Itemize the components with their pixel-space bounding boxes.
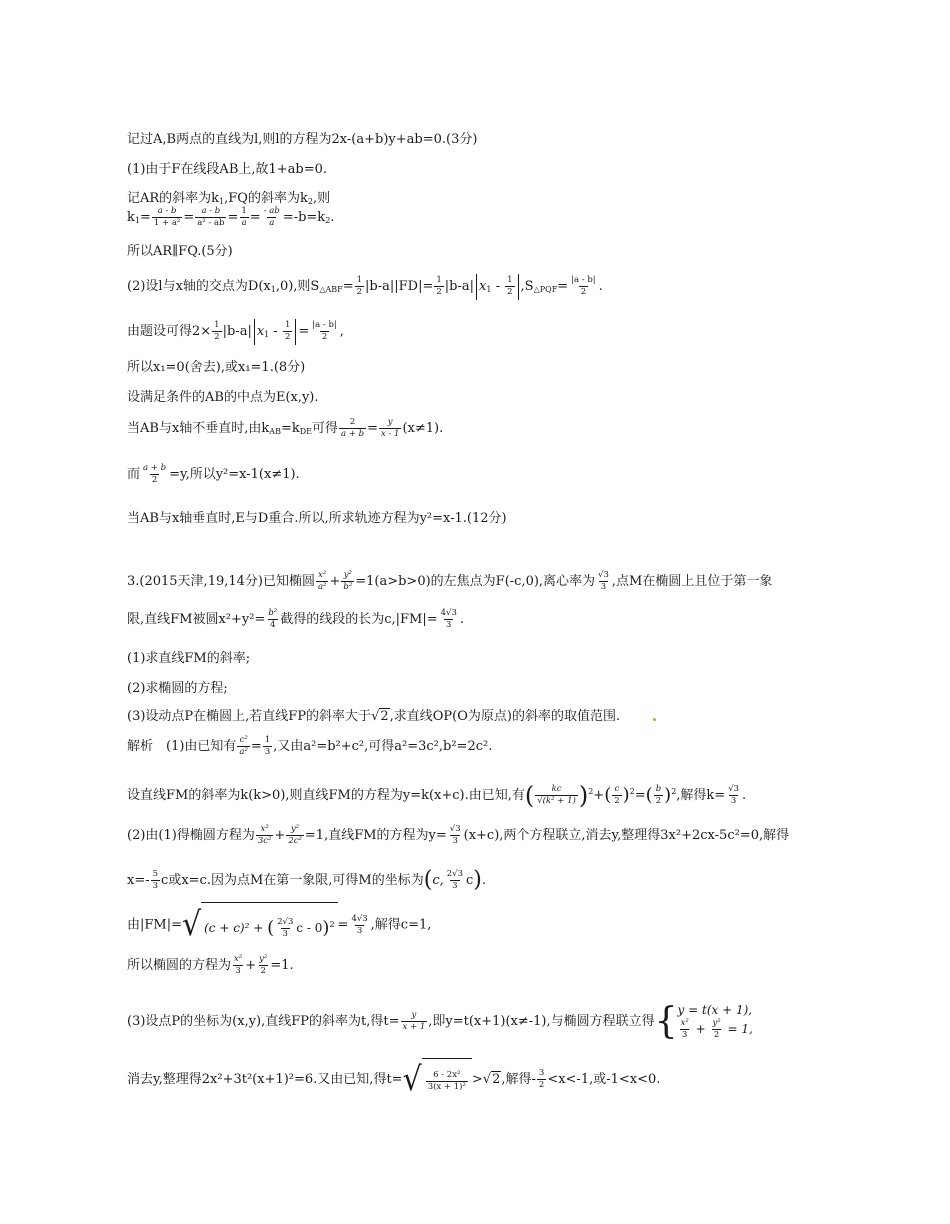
problem-statement-line — [127, 605, 880, 635]
fraction: $\frac{\text{x²}}{3}$ — [234, 954, 243, 976]
line-text: - — [491, 279, 505, 294]
solution-line: x=- $\frac{5}{3}$ c或x=c.因为点M在第一象限,可得M的坐标为(c, $\frac{2√3}{3}$ c). — [127, 867, 486, 893]
line-text: =-b=k — [282, 210, 326, 225]
fraction: $\frac{1}{2}$ — [436, 275, 442, 297]
fraction: $\frac{\text{b²}}{4}$ — [268, 608, 278, 630]
fraction: $\frac{a - b}{\text{a² - ab}}$ — [197, 206, 225, 228]
sqrt: √2 — [482, 1072, 501, 1087]
line-text: 当AB与x轴不垂直时,由k — [127, 421, 270, 436]
fraction: $\frac{1}{2}$ — [356, 275, 363, 297]
fraction: $\frac{\text{y²}}{\text{2c²}}$ — [288, 824, 302, 846]
text-line — [127, 243, 880, 261]
formula-line: (2)设l与x轴的交点为$D(x_1,0)$,则$S_{\triangle ABF}=$ $\frac{1}{2}$ |b-a||FD|= $\frac{1}{2}$ |b-a| $x_1$ - $\frac{1}{2}$ $,S_{\triangle PQF}=$ $\frac{|a - b|}{2}$ . — [127, 272, 880, 305]
subscript: △PQF — [533, 285, 558, 294]
solution-line: (2)由(1)得椭圆方程为 $\frac{\text{x²}}{\text{3c²}}$ + $\frac{\text{y²}}{\text{2c²}}$ =1,直线FM的方程为y= $\frac{√3}{3}$ (x+c),两个方程联立,消去y,整理得3x²+2cx-5c²=0,解得 — [127, 824, 790, 846]
fraction: $\frac{\text{x²}}{\text{a²}}$ — [317, 570, 327, 592]
fraction: $\frac{\text{y²}}{2}$ — [259, 954, 268, 976]
line-text: 而 — [127, 467, 141, 482]
formula-line: 当AB与x轴不垂直时,由$k_{AB}=k_{DE}$可得 $\frac{2}{a + b}$ = $\frac{y}{x - 1}$ (x≠1). — [127, 417, 444, 439]
line-text: 可得 — [312, 421, 339, 436]
line-text: ,解得- — [501, 1072, 536, 1087]
fraction: $\frac{5}{3}$ — [152, 869, 159, 891]
line-text: ,点M在椭圆上且位于第一象 — [611, 574, 773, 589]
solution-line: 设直线FM的斜率为k(k>0),则直线FM的方程为y=k(x+c).由已知,有( $\frac{kc}{\text{√(k² + 1)}}$ )$^2$+( $\frac{c}{2}$ )$^2$=( $\frac{b}{2}$ )$^2$,解得k= $\frac{√3}{3}$ . — [127, 781, 747, 810]
line-text: (2)设l与x轴的交点为D(x — [127, 279, 271, 294]
fraction: $\frac{√3}{3}$ — [449, 824, 461, 846]
fraction: $\frac{\text{6 - 2x²}}{\text{3(x + 1)²}}$ — [427, 1070, 466, 1092]
equation-system: { y = t(x + 1), $\frac{\text{x²}}{3}$ + $\frac{\text{y²}}{2}$ = 1, — [654, 1000, 753, 1042]
line-text: 由题设可得2× — [127, 324, 212, 339]
fraction: $\frac{√3}{3}$ — [728, 784, 740, 806]
fraction: $\frac{\text{x²}}{\text{3c²}}$ — [257, 824, 272, 846]
line-text: x — [256, 324, 265, 339]
line-text: - — [269, 324, 282, 339]
line-text: 解析 (1)由已知有 — [127, 739, 237, 754]
line-text: (3)设动点P在椭圆上,若直线FP的斜率大于 — [127, 709, 372, 724]
fraction: $\frac{4√3}{3}$ — [351, 913, 368, 936]
line-text: 3.(2015天津,19,14分)已知椭圆 — [127, 574, 315, 589]
solution-line: 所以椭圆的方程为 $\frac{\text{x²}}{3}$ + $\frac{\text{y²}}{2}$ =1. — [127, 954, 294, 976]
fraction: $\frac{y}{x + 1}$ — [402, 1010, 426, 1032]
line-text: 记AR的斜率为k — [127, 191, 220, 206]
line-text: . — [481, 873, 486, 888]
fraction: $\frac{1}{2}$ — [507, 275, 513, 297]
solution-line: 消去y,整理得2x²+3t²(x+1)²=6.又由已知,得t= √ $\frac{\text{6 - 2x²}}{\text{3(x + 1)²}}$ >√2,解得- $\frac{3}{2}$ <x<-1,或-1<x<0. — [127, 1058, 880, 1101]
line-text: ,则 — [312, 191, 331, 206]
fraction: $\frac{3}{2}$ — [538, 1068, 545, 1090]
formula-line: 由题设可得2× $\frac{1}{2}$ |b-a| $x_1$ - $\frac{1}{2}$ = $\frac{|a - b|}{2}$ , — [127, 317, 880, 350]
line-text: 所以x₁=0(舍去),或x₁=1.(8分) — [127, 360, 306, 375]
question-line — [127, 650, 880, 668]
text-line — [127, 510, 880, 528]
fraction: $\frac{√3}{3}$ — [598, 570, 609, 592]
subscript: △ABF — [319, 285, 343, 294]
line-text: 截得的线段的长为c,|FM|= — [280, 612, 438, 627]
line-text: |b-a| — [222, 324, 252, 339]
fraction: $\frac{b}{2}$ — [655, 784, 662, 806]
line-text: 当AB与x轴垂直时,E与D重合.所以,所求轨迹方程为y²=x-1.(12分) — [127, 511, 507, 526]
fraction: $\frac{a - b}{\text{1 + a²}}$ — [153, 206, 181, 228]
line-text: . — [459, 612, 464, 627]
line-text: (3)设点P的坐标为(x,y),直线FP的斜率为t,得t= — [127, 1014, 400, 1029]
line-text: 限,直线FM被圆x²+y²= — [127, 612, 266, 627]
line-text: = — [298, 324, 310, 339]
solution-line — [127, 902, 880, 948]
fraction: $\frac{y}{x - 1}$ — [380, 417, 400, 439]
sqrt: √ (c + c)² + ( $\frac{2√3}{3}$ c - 0)$^2$ — [182, 902, 338, 948]
line-text: ,FQ的斜率为k — [224, 191, 308, 206]
sqrt: √2 — [371, 709, 389, 724]
line-text: = — [337, 917, 349, 933]
line-text: 所以AR∥FQ.(5分) — [127, 244, 233, 259]
line-text: c或x=c.因为点M在第一象限,可得M的坐标为 — [161, 873, 424, 888]
line-text: ,解得c=1, — [370, 917, 432, 933]
fraction: $\frac{kc}{\text{√(k² + 1)}}$ — [537, 784, 576, 806]
fraction: $\frac{2√3}{3}$ — [446, 869, 463, 891]
fraction: $\frac{1}{3}$ — [264, 735, 271, 757]
line-text: ,0),则S — [275, 279, 320, 294]
text-line — [127, 389, 880, 407]
line-text: (1)由于F在线段AB上,故1+ab=0. — [127, 162, 328, 177]
line-text: 记过A,B两点的直线为l,则l的方程为2x-(a+b)y+ab=0.(3分) — [127, 132, 478, 147]
line-text: k — [127, 210, 135, 225]
line-text: = — [557, 279, 569, 294]
line-text: 设直线FM的斜率为k(k>0),则直线FM的方程为y=k(x+c).由已知,有 — [127, 788, 525, 803]
formula-line: $k_1=$ $\frac{a - b}{\text{1 + a²}}$ = $\frac{a - b}{\text{a² - ab}}$ = $\frac{1}{a}$ = $\frac{- ab}{a}$ $=-b=k_2$. — [127, 206, 335, 228]
line-text: =1,直线FM的方程为y= — [304, 828, 447, 843]
fraction: $\frac{a + b}{2}$ — [143, 463, 167, 485]
problem-statement-line: 3.(2015天津,19,14分)已知椭圆 $\frac{\text{x²}}{\text{a²}}$ + $\frac{\text{y²}}{\text{b²}}$ =1(a>b>0)的左焦点为F(-c,0),离心率为 $\frac{√3}{3}$ ,点M在椭圆上且位于第一象 — [127, 570, 773, 592]
fraction: $\frac{1}{2}$ — [214, 320, 220, 342]
question-line — [127, 708, 880, 726]
line-text: ,解得k= — [676, 788, 726, 803]
fraction: $\frac{1}{a}$ — [241, 206, 247, 228]
fraction: $\frac{- ab}{a}$ — [263, 206, 280, 228]
line-text: 消去y,整理得2x²+3t²(x+1)²=6.又由已知,得t= — [127, 1072, 403, 1087]
mark-dot — [653, 718, 656, 721]
line-text: . — [742, 788, 747, 803]
text-line: 记AR的斜率为$k_1,FQ$的斜率为$k_2$,则 — [127, 191, 331, 206]
line-text: (1)求直线FM的斜率; — [127, 651, 251, 666]
line-text: =1(a>b>0)的左焦点为F(-c,0),离心率为 — [355, 574, 596, 589]
fraction: $\frac{|a - b|}{2}$ — [312, 320, 337, 342]
fraction: $\frac{1}{2}$ — [284, 320, 291, 342]
line-text: =1. — [270, 958, 294, 973]
fraction: $\frac{c}{2}$ — [614, 784, 620, 806]
text-line — [127, 131, 880, 149]
solution-line: 解析 (1)由已知有 $\frac{\text{c²}}{\text{a²}}$ = $\frac{1}{3}$ ,又由a²=b²+c²,可得a²=3c²,b²=2c². — [127, 735, 493, 757]
fraction: $\frac{\text{c²}}{\text{a²}}$ — [239, 735, 248, 757]
line-text: = — [342, 279, 354, 294]
fraction: $\frac{\text{y²}}{\text{b²}}$ — [343, 570, 353, 592]
line-text: ,即y=t(x+1)(x≠-1),与椭圆方程联立得 — [428, 1014, 655, 1029]
line-text: x — [479, 279, 487, 294]
fraction: $\frac{2}{a + b}$ — [341, 417, 365, 439]
line-text: ,又由a²=b²+c²,可得a²=3c²,b²=2c². — [273, 739, 493, 754]
question-line — [127, 680, 880, 698]
sqrt: √ $\frac{\text{6 - 2x²}}{\text{3(x + 1)²}}$ — [403, 1058, 472, 1101]
fraction: $\frac{4√3}{3}$ — [440, 608, 457, 630]
text-line — [127, 161, 880, 179]
formula-line — [127, 460, 880, 490]
line-text: 设满足条件的AB的中点为E(x,y). — [127, 390, 319, 405]
line-text: |b-a||FD|= — [365, 279, 434, 294]
solution-line — [127, 1000, 880, 1044]
line-text: |b-a| — [444, 279, 475, 294]
text-line — [127, 359, 880, 377]
line-text: 由|FM|= — [127, 917, 182, 933]
line-text: =k — [280, 421, 300, 436]
line-text: <x<-1,或-1<x<0. — [547, 1072, 661, 1087]
line-text: (x+c),两个方程联立,消去y,整理得3x²+2cx-5c²=0,解得 — [463, 828, 790, 843]
line-text: (2)求椭圆的方程; — [127, 681, 228, 696]
line-text: (x≠1). — [402, 421, 444, 436]
line-text: =y,所以y²=x-1(x≠1). — [169, 467, 300, 482]
fraction: $\frac{2√3}{3}$ — [277, 917, 294, 939]
line-text: ,求直线OP(O为原点)的斜率的取值范围. — [389, 709, 621, 724]
line-text: ,S — [520, 279, 534, 294]
fraction: $\frac{|a - b|}{2}$ — [571, 275, 596, 297]
line-text: x=- — [127, 873, 150, 888]
line-text: (2)由(1)得椭圆方程为 — [127, 828, 255, 843]
line-text: 所以椭圆的方程为 — [127, 958, 232, 973]
